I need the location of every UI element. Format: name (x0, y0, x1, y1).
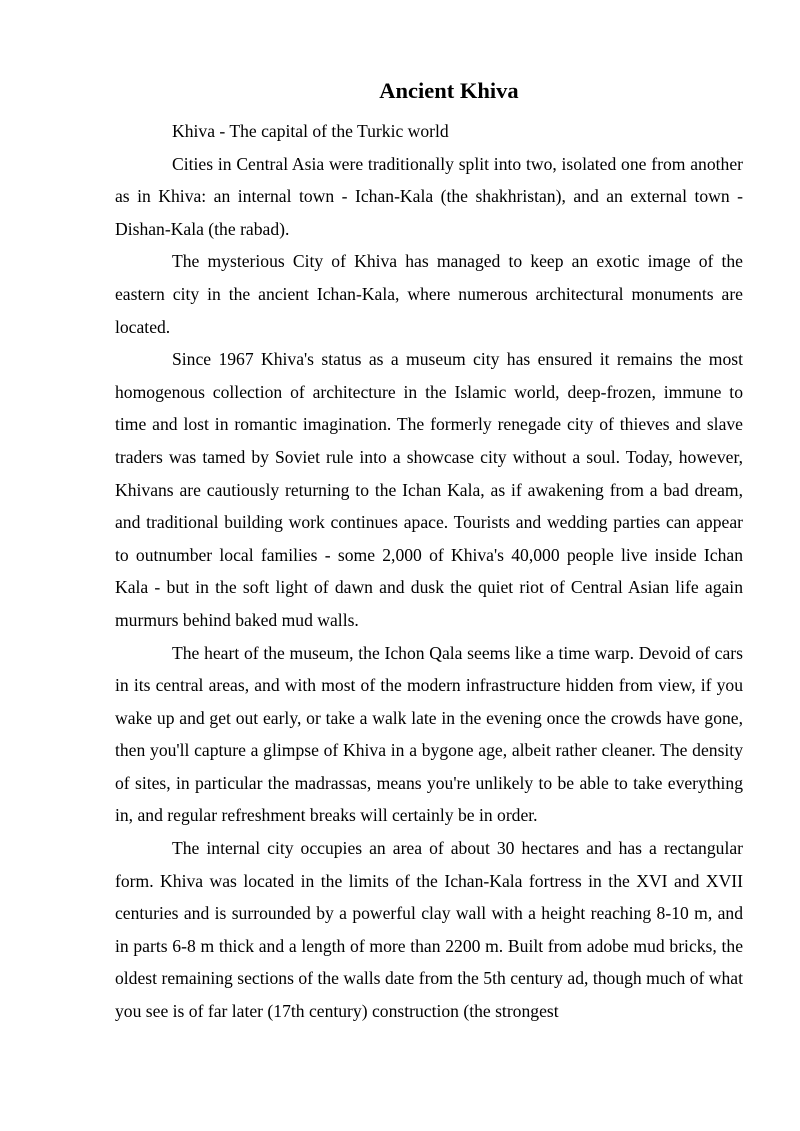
body-paragraph: Since 1967 Khiva's status as a museum city has ensured it remains the most homogenous collection of architecture in the Islamic world, deep-frozen, immune to time and lost in romantic imagination. The formerly renegade city of thieves and slave traders was tamed by Soviet rule into a showcase city without a soul. Today, however, Khivans are cautiously returning to the Ichan Kala, as if awakening from a bad dream, and traditional building work continues apace. Tourists and wedding parties can appear to outnumber local families - some 2,000 of Khiva's 40,000 people live inside Ichan Kala - but in the soft light of dawn and dusk the quiet riot of Central Asian life again murmurs behind baked mud walls. (115, 349, 743, 630)
body-paragraph: The heart of the museum, the Ichon Qala seems like a time warp. Devoid of cars in its central areas, and with most of the modern infrastructure hidden from view, if you wake up and get out early, or take a walk late in the evening once the crowds have gone, then you'll capture a glimpse of Khiva in a bygone age, albeit rather cleaner. The density of sites, in particular the madrassas, means you're unlikely to be able to take everything in, and regular refreshment breaks will certainly be in order. (115, 642, 743, 826)
document-title: Ancient Khiva (379, 78, 519, 103)
subtitle-paragraph: Khiva - The capital of the Turkic world (172, 121, 449, 141)
body-paragraph: Cities in Central Asia were traditionally split into two, isolated one from another as in Khiva: an internal town - Ichan-Kala (the shakhristan), and an external town - Dishan-Kala (the rabad). (115, 153, 743, 239)
body-paragraph: The mysterious City of Khiva has managed to keep an exotic image of the eastern city in the ancient Ichan-Kala, where numerous architectural monuments are located. (115, 251, 743, 337)
document-page (115, 76, 743, 1028)
body-paragraph: The internal city occupies an area of about 30 hectares and has a rectangular form. Khiva was located in the limits of the Ichan-Kala fortress in the XVI and XVII centuries and is surrounded by a powerful clay wall with a height reaching 8-10 m, and in parts 6-8 m thick and a length of more than 2200 m. Built from adobe mud bricks, the oldest remaining sections of the walls date from the 5th century ad, though much of what you see is of far later (17th century) construction (the strongest (115, 838, 743, 1022)
